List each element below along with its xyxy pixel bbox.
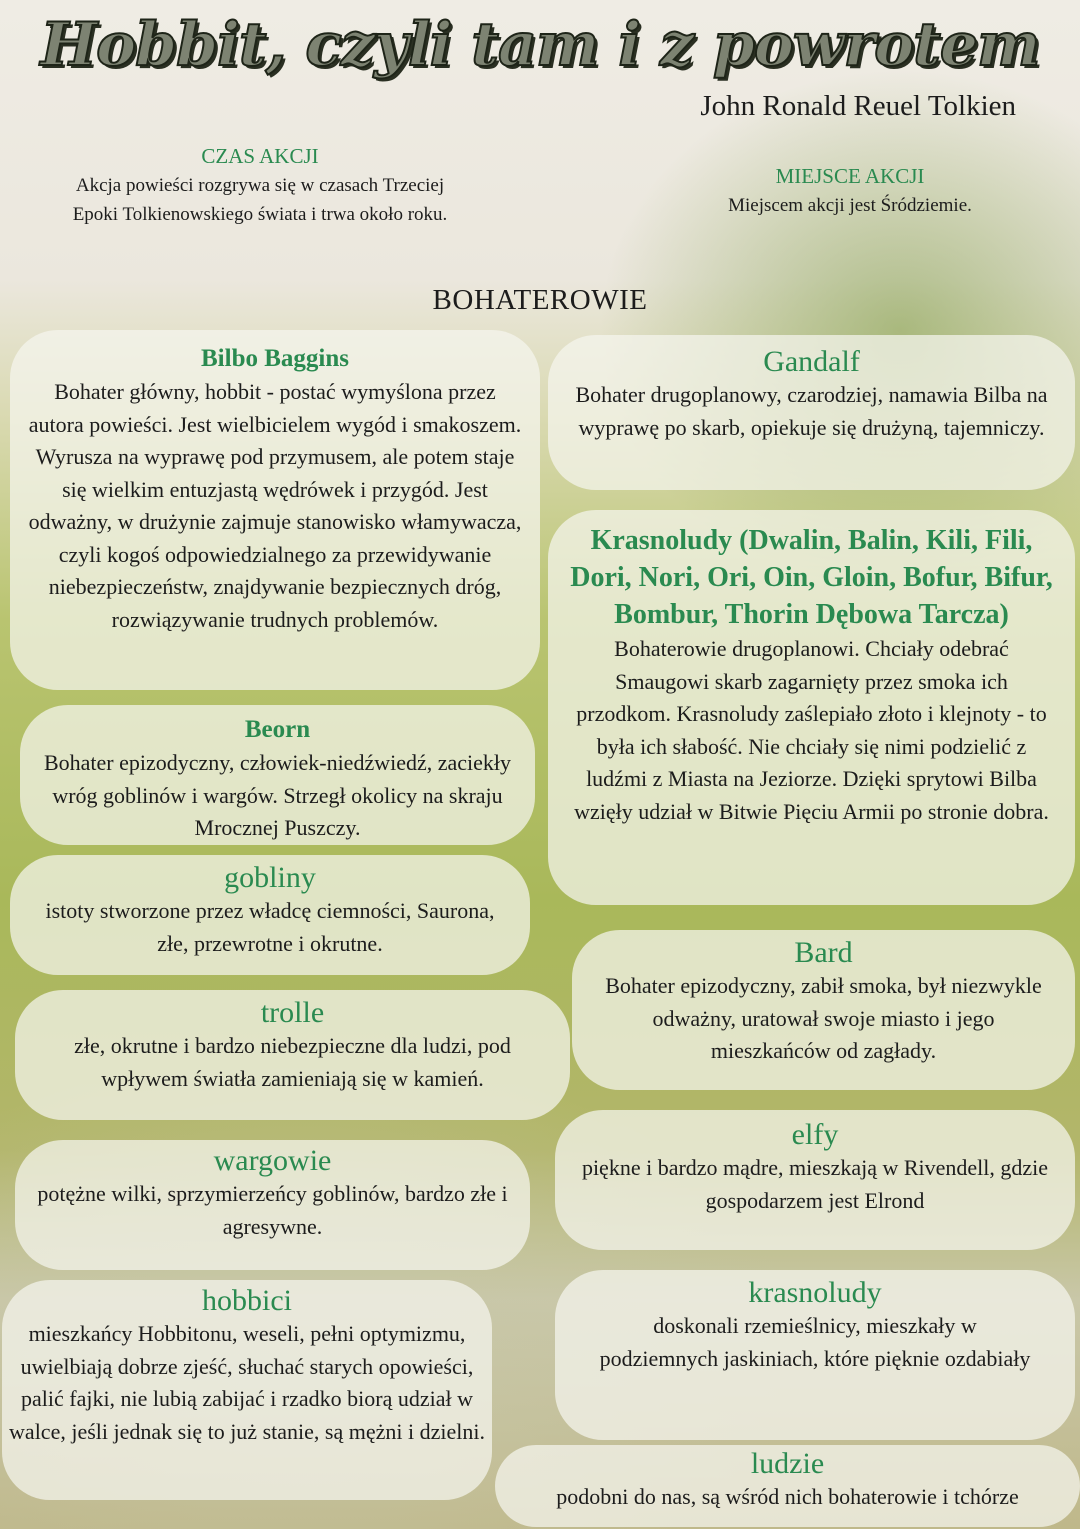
author: John Ronald Reuel Tolkien <box>700 90 1016 122</box>
card-krasnoludy-team <box>548 510 1075 905</box>
miejsce-akcji-heading: MIEJSCE AKCJI <box>775 164 925 188</box>
czas-akcji-block <box>60 142 460 229</box>
card-trolle <box>15 990 570 1120</box>
card-elfy <box>555 1110 1075 1250</box>
card-text: istoty stworzone przez władcę ciemności, Saurona, złe, przewrotne i okrutne. <box>45 898 495 956</box>
card-text: Bohater drugoplanowy, czarodziej, namawia Bilba na wyprawę po skarb, opiekuje się drużyną, tajemniczy. <box>575 382 1048 440</box>
card-title: Beorn <box>244 716 311 743</box>
card-text: Bohater główny, hobbit - postać wymyślona przez autora powieści. Jest wielbicielem wygód i smakoszem. Wyrusza na wyprawę pod przymusem, ale potem staje się wielkim entuzjastą wędrówek i przygód. Jest odważny, w drużynie zajmuje stanowisko włamywacza, czyli kogoś odpowiedzialnego za przewidywanie niebezpieczeństw, znajdywanie bezpiecznych dróg, rozwiązywanie trudnych problemów. <box>28 379 522 632</box>
card-text: Bohater epizodyczny, zabił smoka, był niezwykle odważny, uratował swoje miasto i jego mieszkańców od zagłady. <box>605 973 1042 1063</box>
card-title: Bilbo Baggins <box>201 345 349 372</box>
card-title: krasnoludy <box>748 1276 882 1309</box>
miejsce-akcji-text: Miejscem akcji jest Śródziemie. <box>728 195 972 216</box>
card-krasnoludy <box>555 1270 1075 1440</box>
card-title: elfy <box>791 1118 839 1151</box>
card-ludzie <box>495 1445 1080 1527</box>
card-text: doskonali rzemieślnicy, mieszkały w podziemnych jaskiniach, które pięknie ozdabiały <box>599 1313 1031 1371</box>
card-text: mieszkańcy Hobbitonu, weseli, pełni optymizmu, uwielbiają dobrze zjeść, słuchać starych opowieści, palić fajki, nie lubią zabijać i rzadko biorą udział w walce, jeśli jednak się to już stanie, są mężni i dzielni. <box>9 1321 485 1444</box>
card-title: wargowie <box>213 1144 332 1177</box>
czas-akcji-text: Akcja powieści rozgrywa się w czasach Trzeciej Epoki Tolkienowskiego świata i trwa około roku. <box>72 175 448 225</box>
section-heading: BOHATEROWIE <box>432 284 648 316</box>
card-hobbici <box>2 1280 492 1500</box>
card-bard <box>572 930 1075 1090</box>
card-text: Bohaterowie drugoplanowi. Chciały odebrać Smaugowi skarb zagarnięty przez smoka ich przodkom. Krasnoludy zaślepiało złoto i klejnoty - to była ich słabość. Nie chciały się nimi podzielić z ludźmi z Miasta na Jeziorze. Dzięki sprytowi Bilba wzięły udział w Bitwie Pięciu Armii po stronie dobra. <box>574 636 1049 824</box>
card-title: Bard <box>794 936 853 969</box>
czas-akcji-heading: CZAS AKCJI <box>201 144 319 168</box>
card-title: Gandalf <box>763 345 860 378</box>
card-text: podobni do nas, są wśród nich bohaterowie i tchórze <box>556 1484 1019 1509</box>
card-bilbo <box>10 330 540 690</box>
card-text: piękne i bardzo mądre, mieszkają w Rivendell, gdzie gospodarzem jest Elrond <box>581 1155 1049 1213</box>
card-gandalf <box>548 335 1075 490</box>
card-wargowie <box>15 1140 530 1270</box>
miejsce-akcji-block <box>680 162 1020 220</box>
card-beorn <box>20 705 535 845</box>
card-title: gobliny <box>224 861 316 894</box>
card-text: potężne wilki, sprzymierzeńcy goblinów, bardzo złe i agresywne. <box>37 1181 508 1239</box>
poster-title: Hobbit, czyli tam i z powrotem <box>40 10 1040 80</box>
card-text: złe, okrutne i bardzo niebezpieczne dla ludzi, pod wpływem światła zamieniają się w kamień. <box>74 1033 511 1091</box>
card-title: hobbici <box>202 1284 292 1317</box>
card-title: Krasnoludy (Dwalin, Balin, Kili, Fili, Dori, Nori, Ori, Oin, Gloin, Bofur, Bifur, Bombur, Thorin Dębowa Tarcza) <box>570 525 1053 630</box>
card-gobliny <box>10 855 530 975</box>
card-title: ludzie <box>750 1447 825 1480</box>
card-text: Bohater epizodyczny, człowiek-niedźwiedź, zaciekły wróg goblinów i wargów. Strzegł okolicy na skraju Mrocznej Puszczy. <box>43 750 512 840</box>
card-title: trolle <box>260 996 325 1029</box>
